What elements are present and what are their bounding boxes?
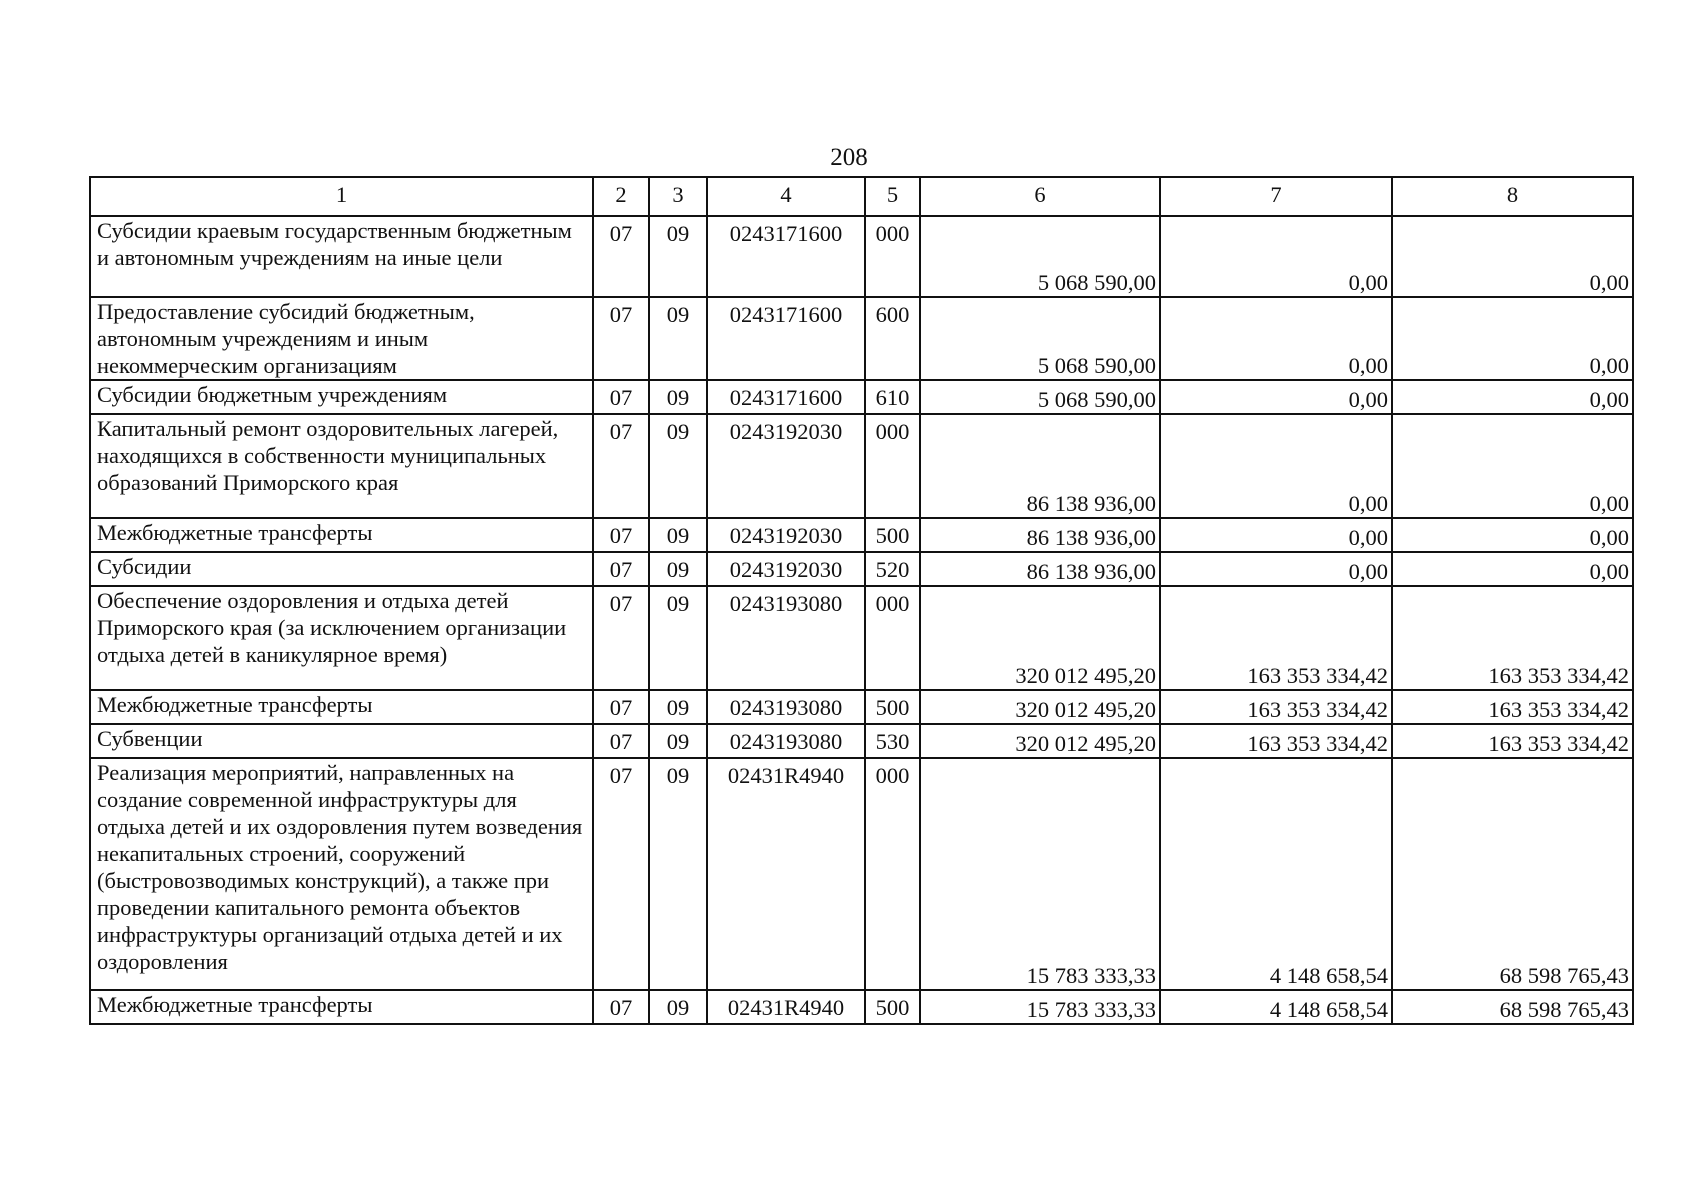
amount-col7: 4 148 658,54 [1160,758,1392,990]
amount-col7: 0,00 [1160,552,1392,586]
column-header: 7 [1160,177,1392,216]
subsection-code: 09 [649,552,707,586]
amount-col6: 86 138 936,00 [920,552,1160,586]
amount-col6: 15 783 333,33 [920,990,1160,1024]
amount-col8: 0,00 [1392,216,1633,297]
expense-type-code: 500 [865,518,920,552]
amount-col6: 320 012 495,20 [920,690,1160,724]
row-description: Межбюджетные трансферты [90,690,593,724]
column-header: 6 [920,177,1160,216]
subsection-code: 09 [649,990,707,1024]
expense-type-code: 600 [865,297,920,380]
row-description: Предоставление субсидий бюджетным, автономным учреждениям и иным некоммерческим организациям [90,297,593,380]
amount-col8: 163 353 334,42 [1392,690,1633,724]
table-row [90,690,1633,724]
subsection-code: 09 [649,216,707,297]
row-description: Субвенции [90,724,593,758]
amount-col6: 5 068 590,00 [920,216,1160,297]
table-row [90,552,1633,586]
table-header-row [90,177,1633,216]
column-header: 3 [649,177,707,216]
subsection-code: 09 [649,297,707,380]
section-code: 07 [593,758,649,990]
subsection-code: 09 [649,758,707,990]
amount-col8: 163 353 334,42 [1392,586,1633,690]
amount-col8: 0,00 [1392,552,1633,586]
section-code: 07 [593,297,649,380]
table-row [90,518,1633,552]
amount-col7: 0,00 [1160,518,1392,552]
expense-type-code: 000 [865,216,920,297]
subsection-code: 09 [649,414,707,518]
table-row [90,216,1633,297]
amount-col7: 0,00 [1160,414,1392,518]
table-row [90,297,1633,380]
target-article-code: 0243171600 [707,216,865,297]
amount-col6: 15 783 333,33 [920,758,1160,990]
column-header: 2 [593,177,649,216]
section-code: 07 [593,586,649,690]
section-code: 07 [593,552,649,586]
amount-col7: 163 353 334,42 [1160,586,1392,690]
row-description: Обеспечение оздоровления и отдыха детей Приморского края (за исключением организации отдыха детей в каникулярное время) [90,586,593,690]
expense-type-code: 000 [865,758,920,990]
row-description: Реализация мероприятий, направленных на создание современной инфраструктуры для отдыха детей и их оздоровления путем возведения некапитальных строений, сооружений (быстровозводимых конструкций), а также при проведении капитального ремонта объектов инфраструктуры организаций отдыха детей и их оздоровления [90,758,593,990]
table-row [90,724,1633,758]
target-article-code: 0243193080 [707,724,865,758]
amount-col8: 163 353 334,42 [1392,724,1633,758]
amount-col8: 0,00 [1392,518,1633,552]
target-article-code: 0243193080 [707,586,865,690]
target-article-code: 02431R4940 [707,758,865,990]
page-number: 208 [830,144,868,171]
amount-col8: 0,00 [1392,380,1633,414]
target-article-code: 0243171600 [707,380,865,414]
section-code: 07 [593,216,649,297]
target-article-code: 02431R4940 [707,990,865,1024]
row-description: Субсидии [90,552,593,586]
amount-col8: 68 598 765,43 [1392,758,1633,990]
table-row [90,380,1633,414]
row-description: Межбюджетные трансферты [90,990,593,1024]
row-description: Субсидии бюджетным учреждениям [90,380,593,414]
amount-col7: 163 353 334,42 [1160,690,1392,724]
table-row [90,414,1633,518]
expense-type-code: 500 [865,990,920,1024]
expense-type-code: 000 [865,414,920,518]
amount-col7: 0,00 [1160,297,1392,380]
subsection-code: 09 [649,586,707,690]
column-header: 1 [90,177,593,216]
amount-col7: 163 353 334,42 [1160,724,1392,758]
expense-type-code: 000 [865,586,920,690]
amount-col7: 0,00 [1160,380,1392,414]
amount-col7: 0,00 [1160,216,1392,297]
target-article-code: 0243193080 [707,690,865,724]
section-code: 07 [593,724,649,758]
target-article-code: 0243171600 [707,297,865,380]
subsection-code: 09 [649,380,707,414]
expense-type-code: 520 [865,552,920,586]
amount-col6: 320 012 495,20 [920,724,1160,758]
expense-type-code: 500 [865,690,920,724]
column-header: 5 [865,177,920,216]
amount-col6: 86 138 936,00 [920,518,1160,552]
amount-col6: 5 068 590,00 [920,380,1160,414]
amount-col6: 5 068 590,00 [920,297,1160,380]
subsection-code: 09 [649,724,707,758]
section-code: 07 [593,380,649,414]
amount-col6: 86 138 936,00 [920,414,1160,518]
section-code: 07 [593,690,649,724]
column-header: 4 [707,177,865,216]
table-row [90,586,1633,690]
subsection-code: 09 [649,690,707,724]
table-row [90,758,1633,990]
section-code: 07 [593,990,649,1024]
expense-type-code: 530 [865,724,920,758]
row-description: Капитальный ремонт оздоровительных лагерей, находящихся в собственности муниципальных образований Приморского края [90,414,593,518]
target-article-code: 0243192030 [707,552,865,586]
target-article-code: 0243192030 [707,518,865,552]
subsection-code: 09 [649,518,707,552]
row-description: Межбюджетные трансферты [90,518,593,552]
target-article-code: 0243192030 [707,414,865,518]
table-row [90,990,1633,1024]
amount-col8: 0,00 [1392,414,1633,518]
amount-col7: 4 148 658,54 [1160,990,1392,1024]
section-code: 07 [593,414,649,518]
budget-table [89,176,1634,1025]
column-header: 8 [1392,177,1633,216]
amount-col6: 320 012 495,20 [920,586,1160,690]
amount-col8: 0,00 [1392,297,1633,380]
expense-type-code: 610 [865,380,920,414]
row-description: Субсидии краевым государственным бюджетным и автономным учреждениям на иные цели [90,216,593,297]
amount-col8: 68 598 765,43 [1392,990,1633,1024]
section-code: 07 [593,518,649,552]
